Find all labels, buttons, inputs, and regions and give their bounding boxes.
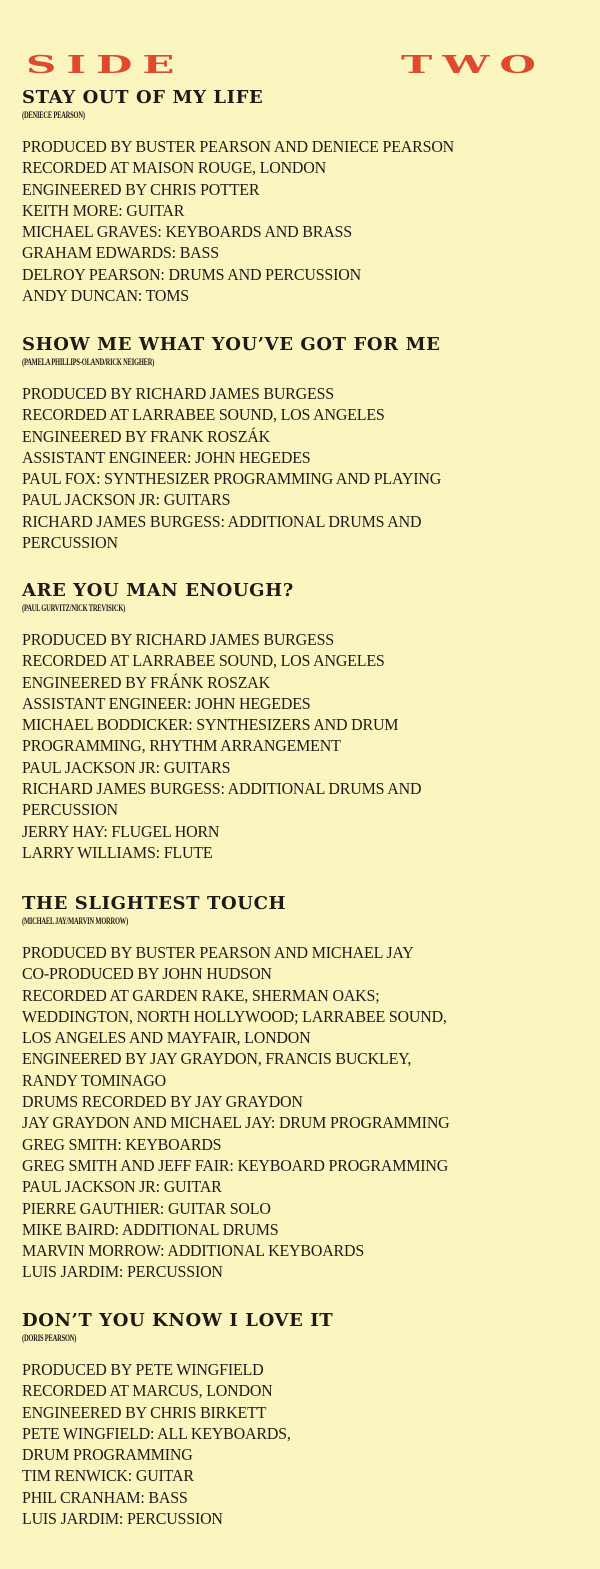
credit-line: DRUM PROGRAMMING xyxy=(22,1445,193,1465)
credits-list xyxy=(22,629,582,863)
track-section xyxy=(22,335,582,553)
track-writers: (MICHAEL JAY/MARVIN MORROW) xyxy=(22,916,129,926)
credit-line: ASSISTANT ENGINEER: JOHN HEGEDES xyxy=(22,693,311,713)
track-section xyxy=(22,894,582,1283)
track-title: THE SLIGHTEST TOUCH xyxy=(22,893,287,914)
credit-line: PRODUCED BY BUSTER PEARSON AND MICHAEL JAY xyxy=(22,943,414,962)
credit-line: PAUL FOX: SYNTHESIZER PROGRAMMING AND PLAYING xyxy=(22,469,442,489)
credit-line: ENGINEERED BY JAY GRAYDON, FRANCIS BUCKLEY, xyxy=(22,1049,412,1069)
credit-line: RANDY TOMINAGO xyxy=(22,1070,167,1090)
credit-line: PHIL CRANHAM: BASS xyxy=(22,1487,188,1507)
credit-line: WEDDINGTON, NORTH HOLLYWOOD; LARRABEE SOUND, xyxy=(22,1006,447,1026)
track-title: STAY OUT OF MY LIFE xyxy=(22,87,264,108)
credit-line: PRODUCED BY PETE WINGFIELD xyxy=(22,1360,264,1379)
track-title: ARE YOU MAN ENOUGH? xyxy=(22,580,294,601)
credit-line: LARRY WILLIAMS: FLUTE xyxy=(22,842,213,862)
credit-line: PERCUSSION xyxy=(22,533,118,553)
credit-line: ENGINEERED BY CHRIS BIRKETT xyxy=(22,1402,267,1422)
credits-list xyxy=(22,942,582,1283)
credit-line: PRODUCED BY RICHARD JAMES BURGESS xyxy=(22,630,334,649)
credit-line: LOS ANGELES AND MAYFAIR, LONDON xyxy=(22,1028,311,1048)
credit-line: PAUL JACKSON JR: GUITAR xyxy=(22,1177,222,1197)
credits-list xyxy=(22,136,582,306)
credits-list xyxy=(22,383,582,553)
credit-line: PAUL JACKSON JR: GUITARS xyxy=(22,490,231,510)
credit-line: DELROY PEARSON: DRUMS AND PERCUSSION xyxy=(22,264,361,284)
credit-line: GREG SMITH: KEYBOARDS xyxy=(22,1134,222,1154)
track-writers: (PAUL GURVITZ/NICK TREVISICK) xyxy=(22,603,126,613)
credit-line: JAY GRAYDON AND MICHAEL JAY: DRUM PROGRAMMING xyxy=(22,1113,450,1133)
credit-line: KEITH MORE: GUITAR xyxy=(22,200,185,220)
credit-line: RICHARD JAMES BURGESS: ADDITIONAL DRUMS AND xyxy=(22,511,422,531)
credit-line: PETE WINGFIELD: ALL KEYBOARDS, xyxy=(22,1423,291,1443)
credit-line: ANDY DUNCAN: TOMS xyxy=(22,286,189,306)
track-section xyxy=(22,88,582,306)
track-writers: (DENIECE PEARSON) xyxy=(22,110,85,120)
track-title: DON’T YOU KNOW I LOVE IT xyxy=(22,1310,334,1331)
credit-line: MICHAEL BODDICKER: SYNTHESIZERS AND DRUM xyxy=(22,715,399,735)
credit-line: PRODUCED BY RICHARD JAMES BURGESS xyxy=(22,384,334,403)
side-title-word-1: SIDE xyxy=(26,50,185,79)
credit-line: RECORDED AT MAISON ROUGE, LONDON xyxy=(22,158,326,178)
credit-line: TIM RENWICK: GUITAR xyxy=(22,1466,194,1486)
credit-line: MIKE BAIRD: ADDITIONAL DRUMS xyxy=(22,1219,279,1239)
credit-line: ENGINEERED BY CHRIS POTTER xyxy=(22,179,260,199)
side-title xyxy=(26,50,546,79)
credit-line: PERCUSSION xyxy=(22,800,118,820)
credit-line: ENGINEERED BY FRÁNK ROSZAK xyxy=(22,672,270,692)
credit-line: DRUMS RECORDED BY JAY GRAYDON xyxy=(22,1092,303,1112)
track-writers: (PAMELA PHILLIPS-OLAND/RICK NEIGHER) xyxy=(22,357,155,367)
credit-line: PAUL JACKSON JR: GUITARS xyxy=(22,757,231,777)
track-section xyxy=(22,1311,582,1529)
track-writers: (DORIS PEARSON) xyxy=(22,1333,77,1343)
credit-line: PRODUCED BY BUSTER PEARSON AND DENIECE PEARSON xyxy=(22,137,455,156)
credit-line: MARVIN MORROW: ADDITIONAL KEYBOARDS xyxy=(22,1241,365,1261)
credit-line: PROGRAMMING, RHYTHM ARRANGEMENT xyxy=(22,736,341,756)
credit-line: MICHAEL GRAVES: KEYBOARDS AND BRASS xyxy=(22,222,352,242)
credits-list xyxy=(22,1359,582,1529)
credit-line: JERRY HAY: FLUGEL HORN xyxy=(22,821,220,841)
credit-line: LUIS JARDIM: PERCUSSION xyxy=(22,1262,223,1282)
credit-line: LUIS JARDIM: PERCUSSION xyxy=(22,1509,223,1529)
credit-line: RICHARD JAMES BURGESS: ADDITIONAL DRUMS AND xyxy=(22,779,422,799)
side-title-word-2: TWO xyxy=(400,50,546,79)
credit-line: GREG SMITH AND JEFF FAIR: KEYBOARD PROGRAMMING xyxy=(22,1155,449,1175)
credit-line: ENGINEERED BY FRANK ROSZÁK xyxy=(22,426,270,446)
credit-line: RECORDED AT GARDEN RAKE, SHERMAN OAKS; xyxy=(22,985,380,1005)
credit-line: RECORDED AT LARRABEE SOUND, LOS ANGELES xyxy=(22,651,385,671)
credit-line: GRAHAM EDWARDS: BASS xyxy=(22,243,219,263)
track-section xyxy=(22,581,582,863)
credit-line: ASSISTANT ENGINEER: JOHN HEGEDES xyxy=(22,447,311,467)
track-title: SHOW ME WHAT YOU’VE GOT FOR ME xyxy=(22,334,441,355)
credit-line: RECORDED AT LARRABEE SOUND, LOS ANGELES xyxy=(22,405,385,425)
credit-line: CO-PRODUCED BY JOHN HUDSON xyxy=(22,964,272,984)
credit-line: RECORDED AT MARCUS, LONDON xyxy=(22,1381,273,1401)
credit-line: PIERRE GAUTHIER: GUITAR SOLO xyxy=(22,1198,271,1218)
